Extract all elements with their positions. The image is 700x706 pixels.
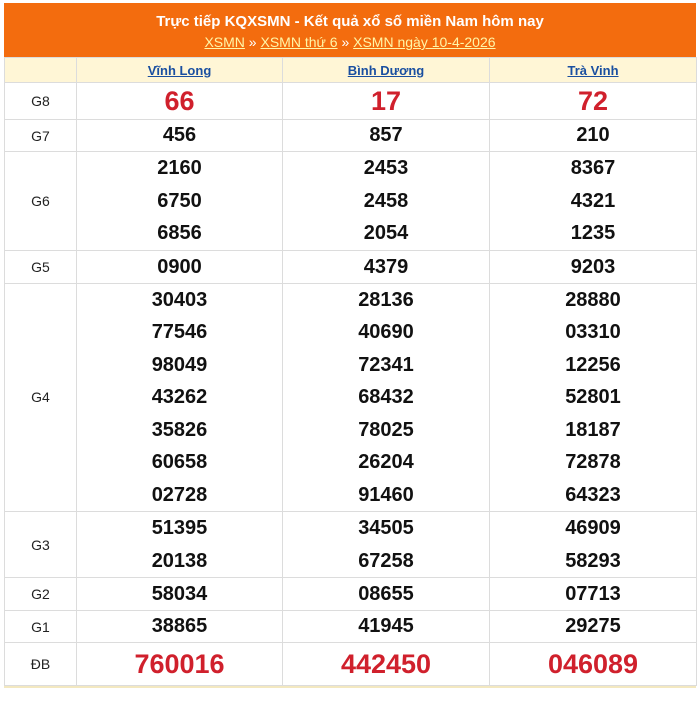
prize-label: G3 [5, 512, 77, 578]
prize-cell [77, 643, 283, 686]
prize-cell [77, 611, 283, 643]
prize-number: 046089 [547, 649, 639, 679]
prize-cell [283, 512, 490, 578]
prize-number: 51395 [151, 517, 208, 539]
breadcrumb-xsmn-link[interactable]: XSMN [204, 34, 245, 50]
prize-number: 18187 [565, 418, 621, 441]
prize-number: 78025 [358, 418, 414, 441]
results-header [4, 3, 696, 57]
prize-number: 58293 [565, 549, 621, 572]
prize-number: 46909 [565, 517, 621, 539]
prize-number: 72341 [358, 353, 414, 376]
prize-number: 68432 [358, 386, 414, 408]
prize-cell [283, 283, 490, 512]
prize-number: 34505 [358, 517, 414, 539]
prize-number: 857 [369, 124, 403, 146]
prize-cell [283, 152, 490, 251]
prize-cell [283, 83, 490, 120]
prize-label: ĐB [5, 643, 77, 686]
prize-cell [283, 120, 490, 152]
prize-number: 07713 [565, 583, 621, 605]
prize-number: 67258 [358, 549, 414, 572]
prize-number: 26204 [358, 451, 414, 473]
prize-cell [490, 283, 697, 512]
prize-cell [77, 120, 283, 152]
prize-number: 2160 [157, 157, 202, 179]
prize-number: 1235 [570, 222, 616, 244]
prize-cell [490, 120, 697, 152]
prize-number: 02728 [151, 483, 208, 506]
province-link-tra-vinh[interactable]: Trà Vinh [567, 62, 619, 78]
prize-label: G7 [5, 120, 77, 152]
province-link-vinh-long[interactable]: Vĩnh Long [147, 62, 212, 78]
prize-number: 28880 [565, 288, 621, 311]
province-link-binh-duong[interactable]: Bình Dương [347, 62, 425, 78]
prize-label: G5 [5, 250, 77, 283]
prize-row-g3 [5, 512, 697, 578]
prize-cell [490, 83, 697, 120]
prize-row-g5 [5, 250, 697, 283]
table-bottom-border [4, 686, 696, 688]
prize-number: 35826 [151, 418, 208, 441]
prize-number: 6856 [157, 222, 202, 244]
prize-row-đb [5, 643, 697, 686]
province-header-cell [283, 58, 490, 83]
prize-number: 9203 [570, 255, 616, 278]
prize-number: 2458 [363, 189, 409, 212]
prize-number: 12256 [565, 353, 621, 376]
prize-label: G6 [5, 152, 77, 251]
prize-number: 210 [576, 124, 610, 146]
prize-number: 58034 [151, 583, 208, 605]
prize-number: 77546 [151, 321, 208, 343]
prize-number: 03310 [565, 321, 621, 343]
prize-row-g2 [5, 578, 697, 611]
breadcrumb-date-link[interactable]: XSMN ngày 10-4-2026 [353, 34, 496, 50]
prize-cell [77, 283, 283, 512]
prize-row-g8 [5, 83, 697, 120]
prize-number: 43262 [151, 386, 208, 408]
prize-number: 08655 [358, 583, 414, 605]
prize-number: 52801 [565, 386, 621, 408]
prize-number: 66 [164, 86, 195, 116]
prize-cell [490, 152, 697, 251]
breadcrumb [4, 32, 696, 52]
prize-number: 91460 [358, 483, 414, 506]
province-header-cell [490, 58, 697, 83]
prize-number: 20138 [151, 549, 208, 572]
prize-label: G8 [5, 83, 77, 120]
prize-number: 2453 [363, 157, 409, 179]
prize-cell [283, 578, 490, 611]
prize-number: 28136 [358, 288, 414, 311]
prize-row-g1 [5, 611, 697, 643]
prize-number: 60658 [151, 451, 208, 473]
results-table [4, 57, 697, 686]
prize-row-g6 [5, 152, 697, 251]
prize-cell [283, 250, 490, 283]
breadcrumb-separator: » [248, 34, 257, 50]
prize-number: 4321 [570, 189, 616, 212]
province-header-row [5, 58, 697, 83]
prize-number: 38865 [151, 615, 208, 637]
breadcrumb-weekday-link[interactable]: XSMN thứ 6 [260, 34, 338, 50]
prize-label: G4 [5, 283, 77, 512]
header-title: Trực tiếp KQXSMN - Kết quả xổ số miền Nam hôm nay [156, 13, 544, 30]
prize-cell [77, 83, 283, 120]
prize-label: G2 [5, 578, 77, 611]
prize-cell [77, 512, 283, 578]
prize-number: 29275 [565, 615, 621, 637]
prize-number: 72878 [565, 451, 621, 473]
province-header-cell [77, 58, 283, 83]
prize-number: 2054 [363, 222, 409, 244]
prize-number: 40690 [358, 321, 414, 343]
results-widget [4, 3, 696, 688]
breadcrumb-separator: » [341, 34, 350, 50]
prize-cell [490, 578, 697, 611]
prize-number: 17 [370, 86, 402, 116]
prize-number: 41945 [358, 615, 414, 637]
prize-number: 64323 [565, 483, 621, 506]
prize-row-g7 [5, 120, 697, 152]
prize-number: 456 [162, 124, 197, 146]
prize-number: 442450 [340, 649, 432, 679]
prize-number: 8367 [570, 157, 616, 179]
prize-number: 30403 [151, 288, 208, 311]
prize-cell [77, 250, 283, 283]
prize-number: 760016 [134, 649, 225, 679]
prize-cell [77, 152, 283, 251]
prize-cell [490, 611, 697, 643]
prize-number: 98049 [151, 353, 208, 376]
prize-cell [283, 611, 490, 643]
prize-cell [490, 512, 697, 578]
prize-cell [77, 578, 283, 611]
prize-number: 0900 [157, 255, 202, 278]
prize-number: 6750 [157, 189, 202, 212]
prize-number: 72 [577, 86, 609, 116]
prize-cell [490, 643, 697, 686]
prize-number: 4379 [363, 255, 409, 278]
prize-column-header [5, 58, 77, 83]
prize-label: G1 [5, 611, 77, 643]
prize-cell [490, 250, 697, 283]
prize-cell [283, 643, 490, 686]
prize-row-g4 [5, 283, 697, 512]
